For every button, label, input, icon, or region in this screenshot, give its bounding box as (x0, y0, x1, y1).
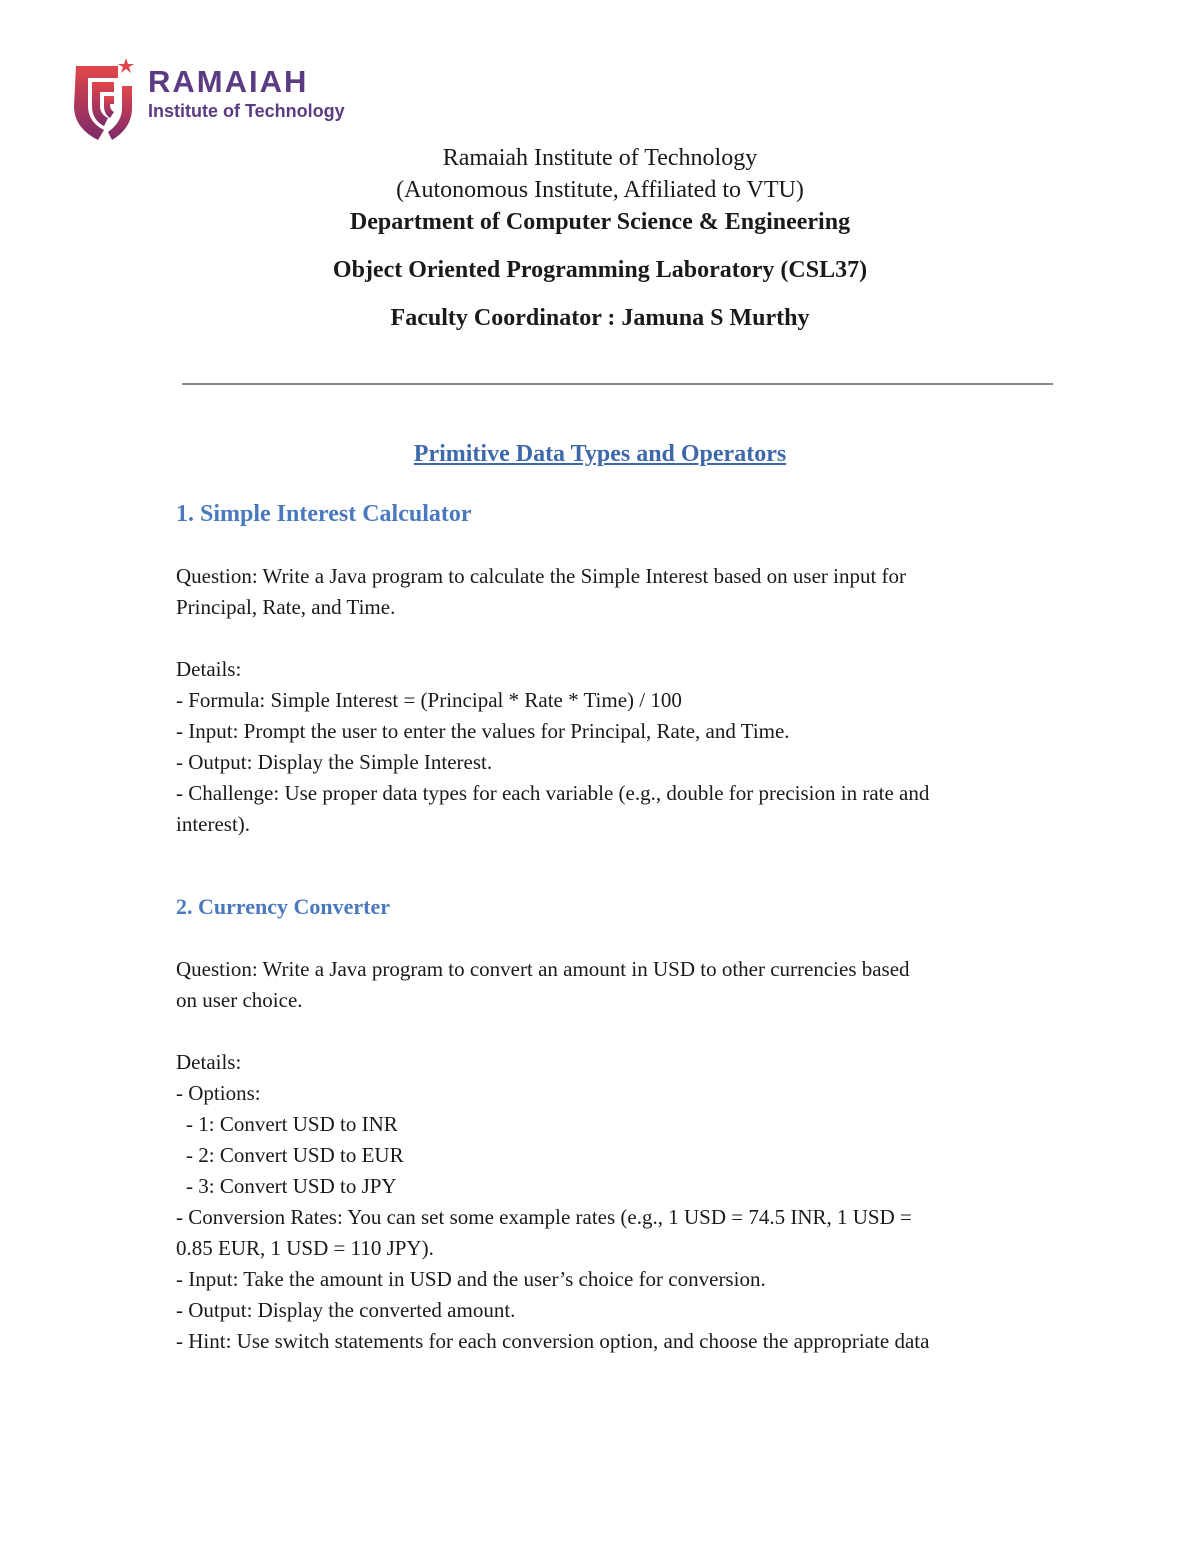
logo-wordmark (148, 66, 345, 122)
section2-rates-line1: - Conversion Rates: You can set some example rates (e.g., 1 USD = 74.5 INR, 1 USD = (176, 1205, 912, 1229)
document-header (0, 142, 1200, 334)
section2-options-label: - Options: (176, 1081, 261, 1105)
section1-formula: - Formula: Simple Interest = (Principal * Rate * Time) / 100 (176, 688, 682, 712)
course-name: Object Oriented Programming Laboratory (CSL37) (332, 257, 868, 283)
section2-question-line2: on user choice. (176, 988, 303, 1012)
section1-question-line1: Question: Write a Java program to calculate the Simple Interest based on user input for (176, 564, 907, 588)
institute-logo (68, 56, 345, 142)
section2-output: - Output: Display the converted amount. (176, 1298, 516, 1322)
section2-rates-line2: 0.85 EUR, 1 USD = 110 JPY). (176, 1236, 434, 1260)
institute-affiliation: (Autonomous Institute, Affiliated to VTU) (396, 177, 804, 203)
faculty-coordinator: Faculty Coordinator : Jamuna S Murthy (390, 305, 810, 331)
section2-hint: - Hint: Use switch statements for each conversion option, and choose the appropriate data (176, 1329, 930, 1353)
logo-name: RAMAIAH (148, 64, 309, 99)
section1-heading: 1. Simple Interest Calculator (176, 501, 472, 527)
section2-heading: 2. Currency Converter (176, 894, 391, 919)
section2-details-label: Details: (176, 1050, 242, 1074)
section2-input: - Input: Take the amount in USD and the user’s choice for conversion. (176, 1267, 766, 1291)
section2-question-line1: Question: Write a Java program to convert an amount in USD to other currencies based (176, 957, 910, 981)
section1-output: - Output: Display the Simple Interest. (176, 750, 493, 774)
section2-option-3: - 3: Convert USD to JPY (186, 1174, 397, 1198)
department-name: Department of Computer Science & Engineering (349, 209, 851, 235)
section2-option-1: - 1: Convert USD to INR (186, 1112, 398, 1136)
section1-input: - Input: Prompt the user to enter the values for Principal, Rate, and Time. (176, 719, 790, 743)
institute-name: Ramaiah Institute of Technology (442, 145, 758, 171)
document-body (176, 498, 1026, 1357)
header-divider (182, 383, 1053, 385)
document-title: Primitive Data Types and Operators (413, 441, 787, 467)
ramaiah-emblem-icon (68, 56, 138, 142)
section2-option-2: - 2: Convert USD to EUR (186, 1143, 404, 1167)
section1-challenge-line1: - Challenge: Use proper data types for each variable (e.g., double for precision in rate and (176, 781, 930, 805)
section1-challenge-line2: interest). (176, 812, 251, 836)
section1-details-label: Details: (176, 657, 242, 681)
logo-subtitle: Institute of Technology (148, 101, 345, 121)
section1-question-line2: Principal, Rate, and Time. (176, 595, 396, 619)
